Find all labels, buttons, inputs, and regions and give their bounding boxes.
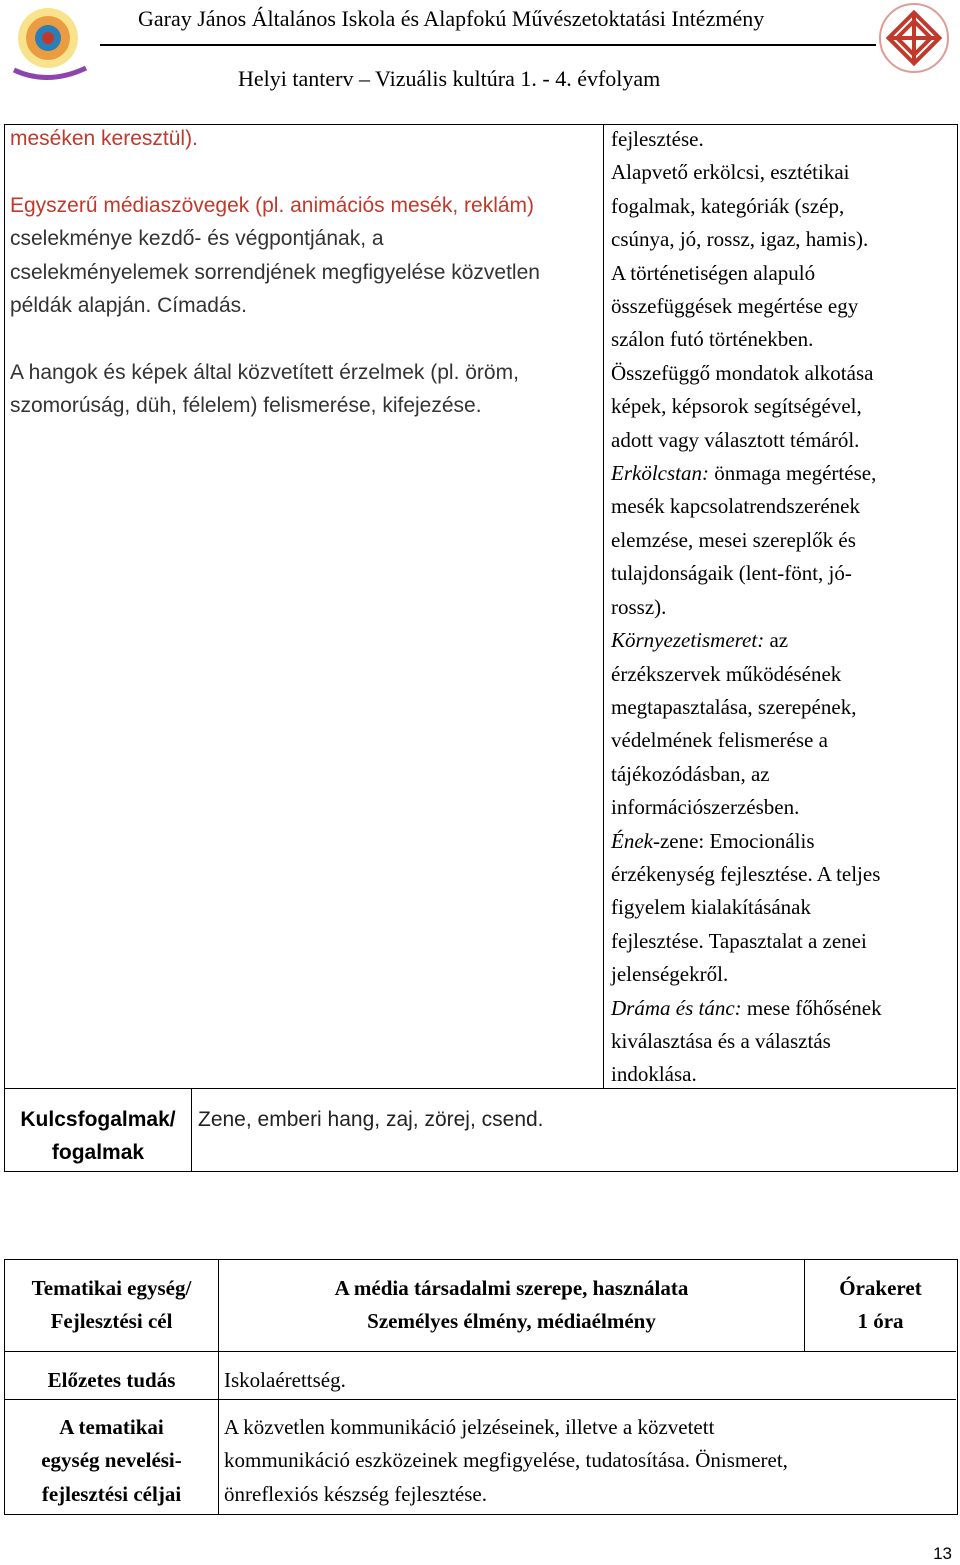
connection-line: Alapvető erkölcsi, esztétikai [611, 160, 850, 185]
connection-line: védelmének felismerése a [611, 728, 828, 753]
key-concepts-label: Kulcsfogalmak/ fogalmak [20, 1108, 176, 1165]
school-logo-left [0, 0, 100, 90]
hours-frame [805, 1272, 956, 1339]
connection-line: információszerzésben. [611, 795, 800, 820]
connection-line: Erkölcstan: önmaga megértése, [611, 461, 877, 486]
subject-label: Erkölcstan: [611, 461, 709, 486]
connection-line: képek, képsorok segítségével, [611, 394, 862, 419]
subject-label: Ének- [611, 828, 660, 853]
connection-line: elemzése, mesei szereplők és [611, 527, 856, 552]
unit-row-divider [4, 1351, 956, 1352]
connection-line: csúnya, jó, rossz, igaz, hamis). [611, 227, 869, 252]
school-name: Garay János Általános Iskola és Alapfokú Művészetoktatási Intézmény [138, 6, 765, 31]
header-divider [100, 44, 876, 46]
connection-line: A történetiségen alapuló [611, 260, 816, 285]
connection-line: adott vagy választott témáról. [611, 427, 860, 452]
connection-line: mesék kapcsolatrendszerének [611, 494, 860, 519]
connection-line: összefüggések megértése egy [611, 294, 859, 319]
content-line: cselekményelemek sorrendjének megfigyelése közvetlen [10, 260, 540, 284]
goals-value: A közvetlen kommunikáció jelzéseinek, illetve a közvetett kommunikáció eszközeinek megfigyelése, tudatosítása. Önismeret, önreflexiós készség fejlesztése. [224, 1415, 788, 1506]
unit-title: A média társadalmi szerepe, használata Személyes élmény, médiaélmény [334, 1276, 689, 1334]
connection-line: fejlesztése. [611, 127, 704, 151]
connection-line: Összefüggő mondatok alkotása [611, 360, 874, 385]
hours-value: 1 óra [857, 1309, 904, 1334]
school-logo-right [874, 0, 954, 80]
learning-content-column [10, 122, 600, 423]
content-line: Egyszerű médiaszövegek (pl. animációs mesék, reklám) [10, 193, 535, 217]
connection-line: kiválasztása és a választás [611, 1028, 831, 1053]
curriculum-subtitle: Helyi tanterv – Vizuális kultúra 1. - 4. évfolyam [238, 66, 661, 91]
connection-line: tulajdonságaik (lent-fönt, jó- [611, 561, 852, 586]
connection-line: érzékenység fejlesztése. A teljes [611, 861, 881, 886]
goals-label: A tematikai egység nevelési- fejlesztési céljai [41, 1415, 182, 1506]
unit-label: Tematikai egység/ Fejlesztési cél [31, 1276, 192, 1334]
page-number: 13 [933, 1544, 952, 1563]
subject-label: Dráma és tánc: [611, 995, 742, 1020]
key-concepts-value: Zene, emberi hang, zaj, zörej, csend. [198, 1108, 544, 1131]
connection-line: fogalmak, kategóriák (szép, [611, 193, 845, 218]
connection-line: indoklása. [611, 1062, 697, 1087]
content-line: meséken keresztül). [10, 127, 198, 150]
connection-line: Dráma és tánc: mese főhősének [611, 995, 882, 1020]
connection-line: Ének-zene: Emocionális [611, 828, 815, 853]
key-column-divider [191, 1088, 192, 1171]
content-line: példák alapján. Címadás. [10, 294, 247, 318]
content-line: szomorúság, düh, félelem) felismerése, kifejezése. [10, 394, 482, 418]
hours-label: Órakeret [839, 1276, 922, 1300]
cross-curricular-column [611, 123, 951, 1092]
content-line: cselekménye kezdő- és végpontjának, a [10, 227, 384, 251]
connection-line: fejlesztése. Tapasztalat a zenei [611, 928, 867, 953]
prior-knowledge-label: Előzetes tudás [47, 1368, 176, 1392]
connection-line: jelenségekről. [611, 962, 729, 987]
prior-knowledge-value: Iskolaérettség. [224, 1368, 346, 1392]
connection-line: érzékszervek működésének [611, 661, 842, 686]
connection-line: megtapasztalása, szerepének, [611, 694, 857, 719]
connection-line: tájékozódásban, az [611, 761, 770, 786]
content-line: A hangok és képek által közvetített érzelmek (pl. öröm, [10, 360, 519, 384]
subject-label: Környezetismeret: [611, 628, 765, 653]
connection-line: szálon futó történekben. [611, 327, 814, 352]
column-divider [603, 124, 604, 1088]
connection-line: Környezetismeret: az [611, 628, 789, 653]
connection-line: figyelem kialakításának [611, 895, 812, 920]
connection-line: rossz). [611, 594, 667, 619]
prior-row-divider [4, 1399, 956, 1400]
